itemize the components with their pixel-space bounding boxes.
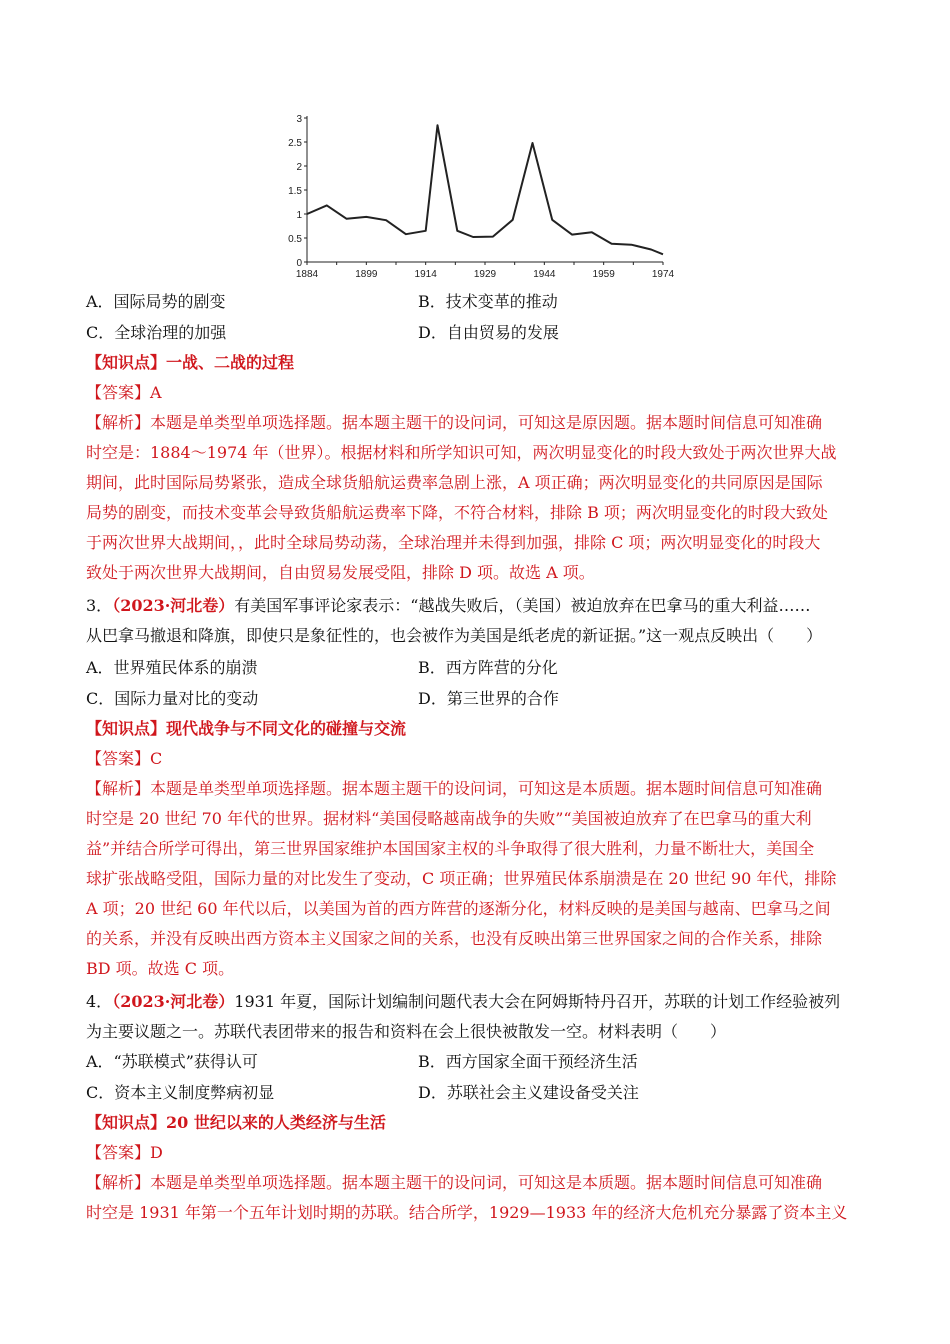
y-tick-label: 0: [296, 258, 302, 269]
q2-analysis-line-1: 【解析】本题是单类型单项选择题。据本题主题干的设问词，可知这是原因题。据本题时间信息可知准确: [86, 413, 823, 432]
q4-option-b: B．西方国家全面干预经济生活: [418, 1052, 638, 1071]
chart-svg: [280, 108, 675, 284]
x-tick-label: 1959: [592, 269, 615, 280]
q3-source: （2023·河北卷）: [112, 596, 235, 615]
freight-rate-line-chart: [280, 108, 675, 284]
q4-source: （2023·河北卷）: [112, 992, 235, 1011]
q2-analysis-line-4: 局势的剧变，而技术变革会导致货船航运费率下降，不符合材料，排除 B 项；两次明显变化的时段大致处: [86, 503, 828, 522]
q2-option-a: A．国际局势的剧变: [86, 292, 226, 311]
y-tick-label: 1.5: [288, 186, 302, 197]
q4-stem-text-1: 1931 年夏，国际计划编制问题代表大会在阿姆斯特丹召开，苏联的计划工作经验被列: [234, 992, 841, 1011]
q2-analysis-line-6: 致处于两次世界大战期间，自由贸易发展受阻，排除 D 项。故选 A 项。: [86, 563, 595, 582]
q2-option-b: B．技术变革的推动: [418, 292, 558, 311]
q3-analysis-line-2: 时空是 20 世纪 70 年代的世界。据材料“美国侵略越南战争的失败”“美国被迫放弃了在巴拿马的重大利: [86, 809, 812, 828]
q4-analysis-line-2: 时空是 1931 年第一个五年计划时期的苏联。结合所学，1929—1933 年的经济大危机充分暴露了资本主义: [86, 1203, 848, 1222]
y-tick-label: 0.5: [288, 234, 302, 245]
q4-stem-line-1: [86, 992, 840, 1012]
x-tick-label: 1974: [651, 269, 675, 280]
q3-answer: 【答案】C: [86, 749, 163, 768]
q3-option-b: B．西方阵营的分化: [418, 658, 558, 677]
q4-knowledge-point: 【知识点】20 世纪以来的人类经济与生活: [86, 1113, 386, 1132]
x-tick-label: 1914: [414, 269, 437, 280]
y-tick-label: 2: [296, 162, 302, 173]
q2-answer: 【答案】A: [86, 383, 162, 402]
q4-option-d: D．苏联社会主义建设备受关注: [418, 1083, 639, 1102]
q2-option-c: C．全球治理的加强: [86, 323, 227, 342]
y-tick-label: 2.5: [288, 138, 302, 149]
q2-option-d: D．自由贸易的发展: [418, 323, 559, 342]
q4-number: 4．: [86, 992, 113, 1011]
q2-analysis-line-2: 时空是：1884～1974 年（世界）。根据材料和所学知识可知，两次明显变化的时段大致处于两次世界大战: [86, 443, 837, 462]
q3-number: 3．: [86, 596, 113, 615]
y-tick-label: 3: [296, 114, 302, 125]
x-tick-label: 1929: [473, 269, 497, 280]
q3-analysis-line-7: BD 项。故选 C 项。: [86, 959, 235, 978]
series-line: [307, 125, 663, 254]
q4-option-a: A．“苏联模式”获得认可: [86, 1052, 258, 1071]
x-tick-label: 1884: [295, 269, 319, 280]
q3-option-c: C．国际力量对比的变动: [86, 689, 259, 708]
q3-analysis-line-1: 【解析】本题是单类型单项选择题。据本题主题干的设问词，可知这是本质题。据本题时间信息可知准确: [86, 779, 823, 798]
q3-analysis-line-5: A 项；20 世纪 60 年代以后，以美国为首的西方阵营的逐渐分化，材料反映的是美国与越南、巴拿马之间: [86, 899, 831, 918]
q4-stem-line-2: 为主要议题之一。苏联代表团带来的报告和资料在会上很快被散发一空。材料表明（ ）: [86, 1022, 727, 1041]
q3-analysis-line-4: 球扩张战略受阻，国际力量的对比发生了变动，C 项正确；世界殖民体系崩溃是在 20 世纪 90 年代，排除: [86, 869, 837, 888]
q4-analysis-line-1: 【解析】本题是单类型单项选择题。据本题主题干的设问词，可知这是本质题。据本题时间信息可知准确: [86, 1173, 823, 1192]
y-tick-label: 1: [296, 210, 302, 221]
q3-analysis-line-3: 益”并结合所学可得出，第三世界国家维护本国国家主权的斗争取得了很大胜利，力量不断壮大，美国全: [86, 839, 815, 858]
q3-option-d: D．第三世界的合作: [418, 689, 559, 708]
q3-option-a: A．世界殖民体系的崩溃: [86, 658, 258, 677]
q4-answer: 【答案】D: [86, 1143, 163, 1162]
q3-stem-line-1: [86, 596, 810, 616]
q3-stem-text-1: 有美国军事评论家表示：“越战失败后，（美国）被迫放弃在巴拿马的重大利益……: [234, 596, 811, 615]
q3-stem-line-2: 从巴拿马撤退和降旗，即使只是象征性的，也会被作为美国是纸老虎的新证据。”这一观点反映出（ ）: [86, 626, 823, 645]
q3-knowledge-point: 【知识点】现代战争与不同文化的碰撞与交流: [86, 719, 407, 738]
q2-analysis-line-3: 期间，此时国际局势紧张，造成全球货船航运费率急剧上涨，A 项正确；两次明显变化的共同原因是国际: [86, 473, 823, 492]
q3-analysis-line-6: 的关系，并没有反映出西方资本主义国家之间的关系，也没有反映出第三世界国家之间的合作关系，排除: [86, 929, 823, 948]
x-tick-label: 1944: [533, 269, 556, 280]
q2-knowledge-point: 【知识点】一战、二战的过程: [86, 353, 295, 372]
q2-analysis-line-5: 于两次世界大战期间，，此时全球局势动荡，全球治理并未得到加强，排除 C 项；两次明显变化的时段大: [86, 533, 821, 552]
q4-option-c: C．资本主义制度弊病初显: [86, 1083, 275, 1102]
x-tick-label: 1899: [355, 269, 378, 280]
